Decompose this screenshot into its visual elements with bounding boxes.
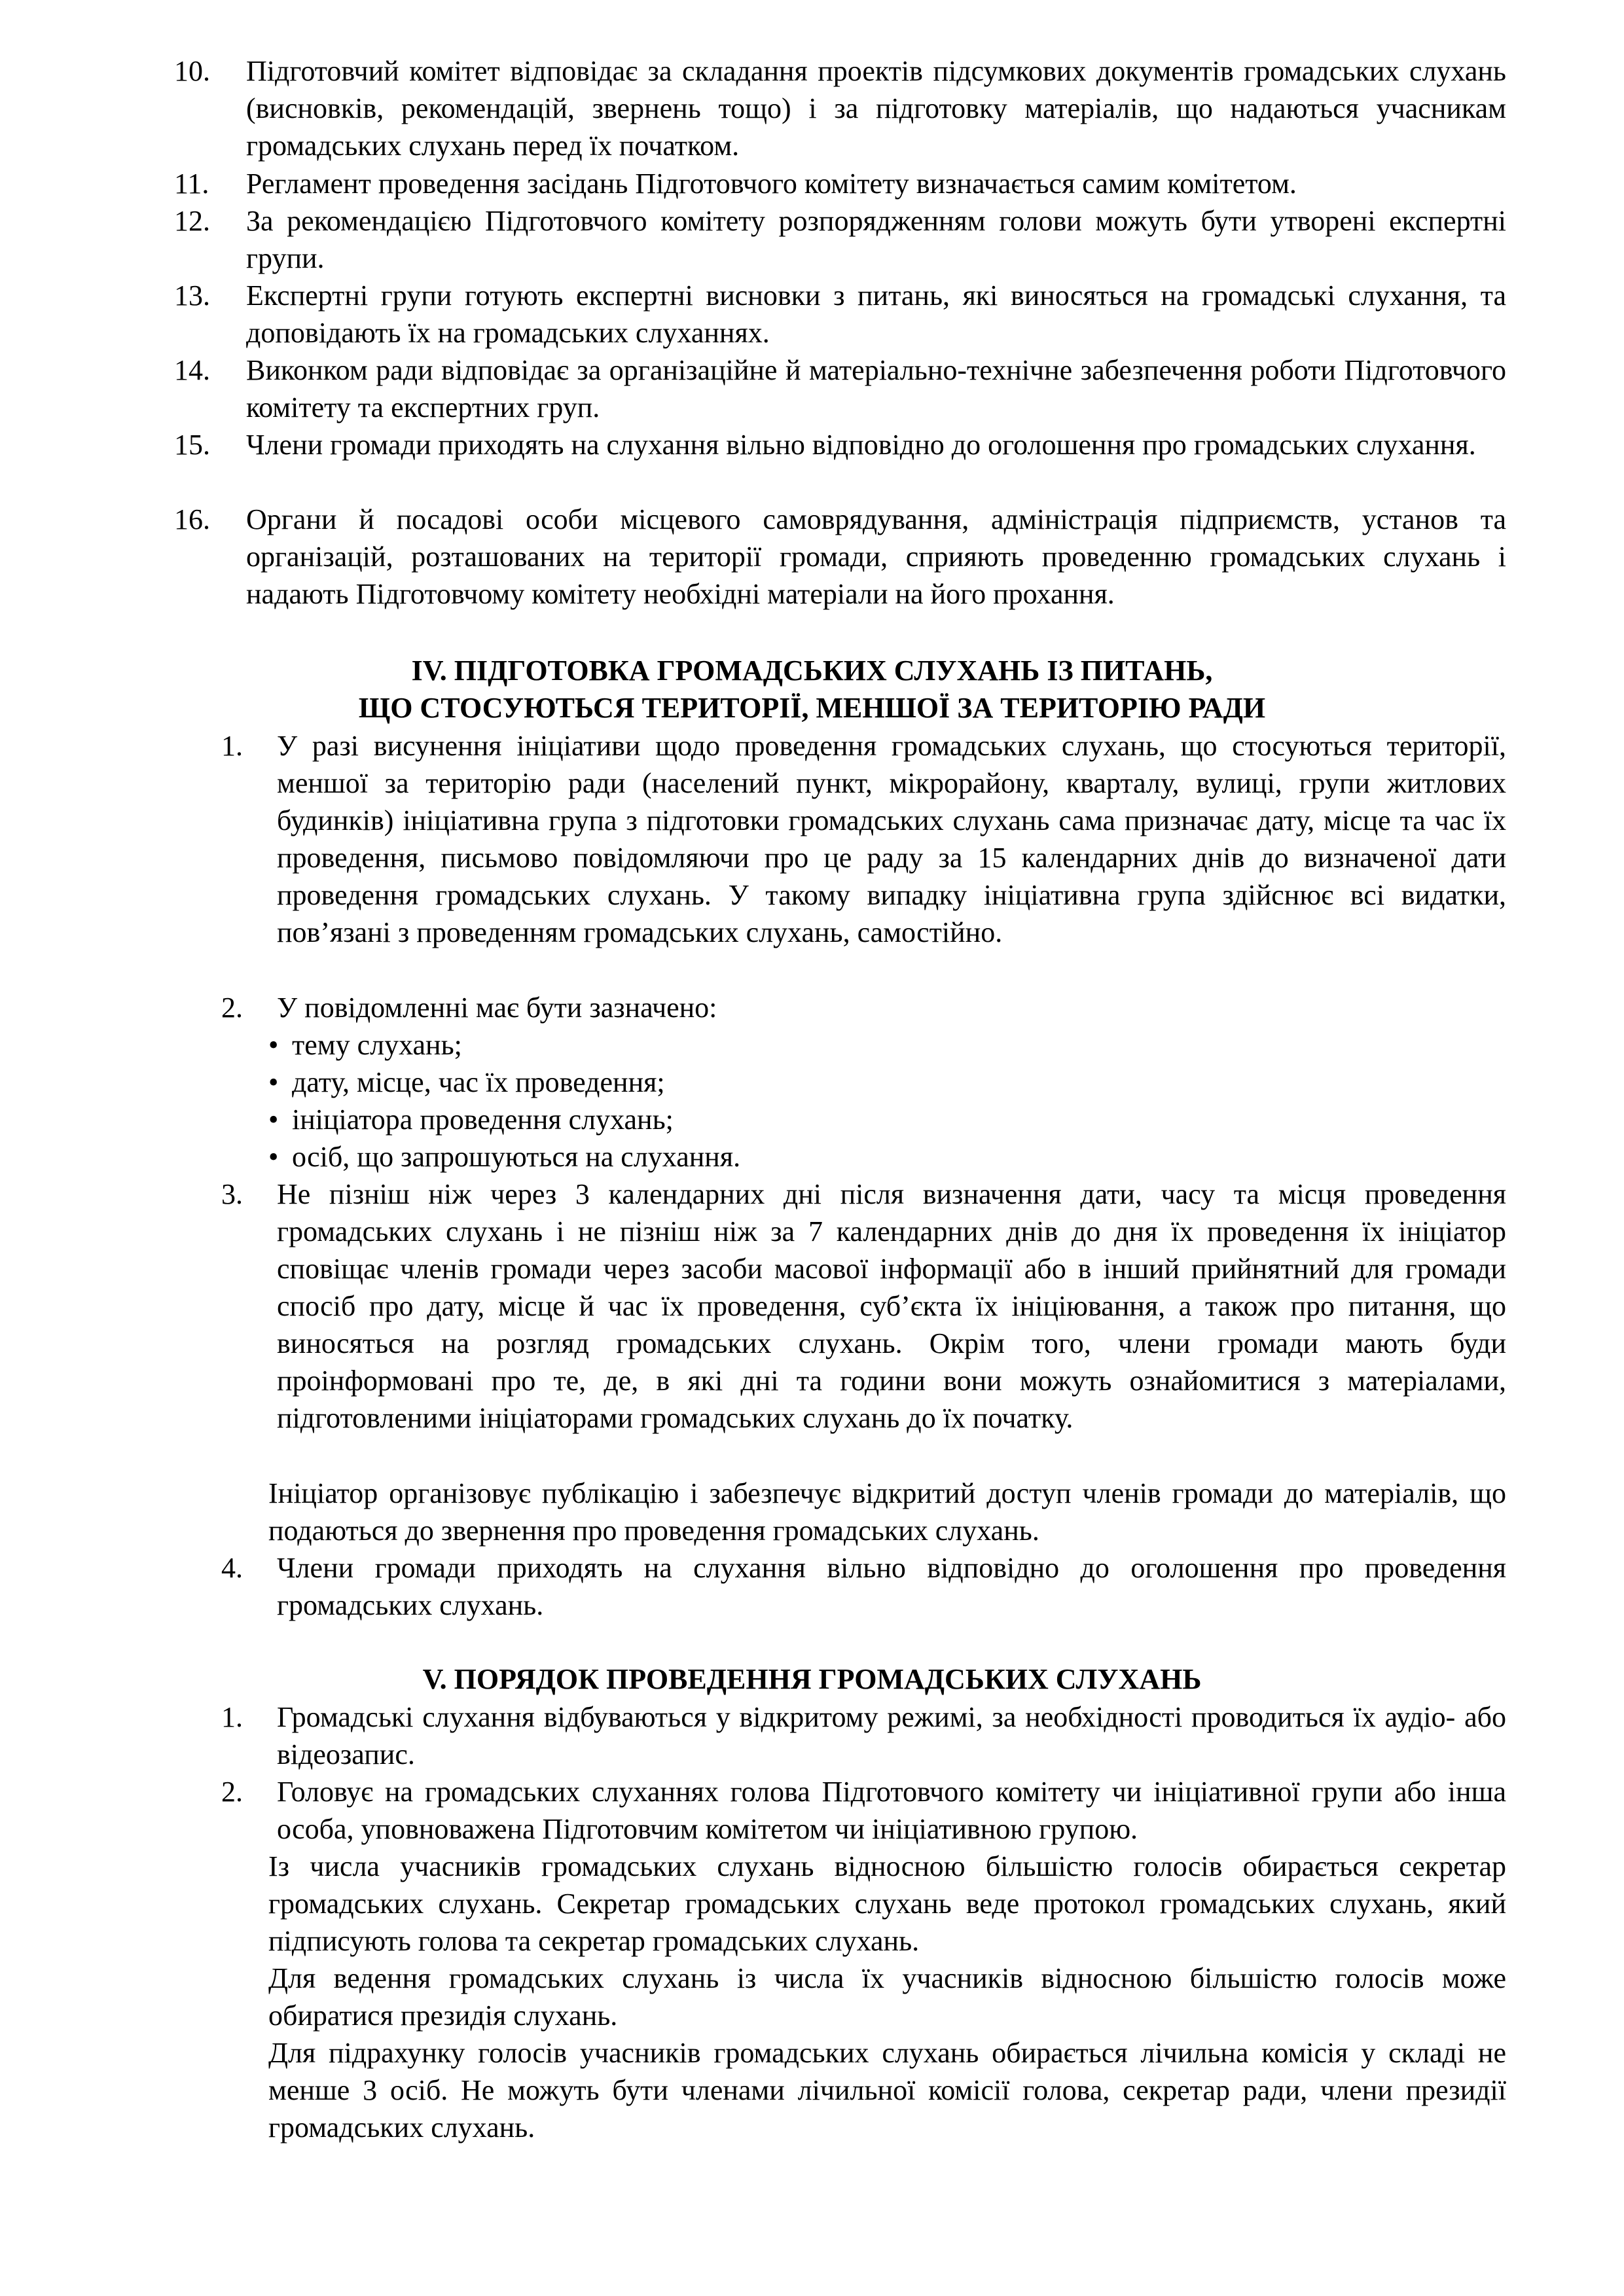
item-number: 13.: [174, 279, 210, 312]
item-number: 1.: [221, 730, 243, 762]
list-item-text: Члени громади приходять на слухання вільно відповідно до оголошення про проведення громадських слухань.: [277, 1552, 1506, 1621]
section-heading: V. ПОРЯДОК ПРОВЕДЕННЯ ГРОМАДСЬКИХ СЛУХАНЬ: [422, 1663, 1202, 1695]
bullet-text: тему слухань;: [292, 1029, 462, 1061]
list-item-text: У повідомленні має бути зазначено:: [277, 992, 717, 1024]
bullet-text: ініціатора проведення слухань;: [292, 1103, 674, 1136]
section-heading: ЩО СТОСУЮТЬСЯ ТЕРИТОРІЇ, МЕНШОЇ ЗА ТЕРИТОРІЮ РАДИ: [358, 692, 1266, 724]
list-item-text: Експертні групи готують експертні висновки з питань, які виносяться на громадські слухання, та доповідають їх на громадських слуханнях.: [246, 279, 1506, 349]
paragraph: Ініціатор організовує публікацію і забезпечує відкритий доступ членів громади до матеріалів, що подаються до звернення про проведення громадських слухань.: [268, 1477, 1506, 1547]
item-number: 1.: [221, 1701, 243, 1733]
list-item-text: Регламент проведення засідань Підготовчого комітету визначається самим комітетом.: [246, 168, 1297, 200]
bullet-text: осіб, що запрошуються на слухання.: [292, 1141, 741, 1173]
list-item-text: Члени громади приходять на слухання вільно відповідно до оголошення про громадських слухання.: [246, 429, 1476, 461]
list-item-text: Громадські слухання відбуваються у відкритому режимі, за необхідності проводиться їх аудіо- або відеозапис.: [277, 1701, 1506, 1770]
item-number: 2.: [221, 992, 243, 1024]
item-number: 2.: [221, 1776, 243, 1808]
paragraph: Для підрахунку голосів учасників громадських слухань обирається лічильна комісія у складі не менше 3 осіб. Не можуть бути членами лічильної комісії голова, секретар ради, члени президії громадських слухань.: [268, 2037, 1506, 2144]
item-number: 16.: [174, 503, 210, 535]
item-number: 3.: [221, 1178, 243, 1210]
item-number: 14.: [174, 354, 210, 386]
paragraph: Для ведення громадських слухань із числа їх учасників відносною більшістю голосів може обиратися президія слухань.: [268, 1962, 1506, 2032]
list-item-text: Підготовчий комітет відповідає за складання проектів підсумкових документів громадських слухань (висновків, рекомендацій, звернень тощо) і за підготовку матеріалів, що надаються учасникам громадських слухань перед їх початком.: [246, 55, 1506, 162]
item-number: 11.: [174, 168, 209, 200]
bullet-icon: •: [268, 1141, 279, 1173]
item-number: 10.: [174, 55, 210, 87]
list-item-text: Головує на громадських слуханнях голова Підготовчого комітету чи ініціативної групи або інша особа, уповноважена Підготовчим комітетом чи ініціативною групою.: [277, 1776, 1506, 1845]
section-heading: IV. ПІДГОТОВКА ГРОМАДСЬКИХ СЛУХАНЬ ІЗ ПИТАНЬ,: [411, 655, 1213, 687]
item-number: 12.: [174, 205, 210, 237]
item-number: 4.: [221, 1552, 243, 1584]
item-number: 15.: [174, 429, 210, 461]
list-item-text: Виконком ради відповідає за організаційне й матеріально-технічне забезпечення роботи Підготовчого комітету та експертних груп.: [246, 354, 1506, 423]
list-item-text: У разі висунення ініціативи щодо проведення громадських слухань, що стосуються території, меншої за територію ради (населений пункт, мікрорайону, кварталу, вулиці, групи житлових будинків) ініціативна група з підготовки громадських слухань сама призначає дату, місце та час їх проведення, письмово повідомляючи про це раду за 15 календарних днів до визначеної дати проведення громадських слухань. У такому випадку ініціативна група здійснює всі видатки, пов’язані з проведенням громадських слухань, самостійно.: [277, 730, 1506, 948]
bullet-text: дату, місце, час їх проведення;: [292, 1066, 665, 1098]
list-item-text: Органи й посадові особи місцевого самоврядування, адміністрація підприємств, установ та організацій, розташованих на території громади, сприяють проведенню громадських слухань і надають Підготовчому комітету необхідні матеріали на його прохання.: [246, 503, 1506, 610]
paragraph: Із числа учасників громадських слухань відносною більшістю голосів обирається секретар громадських слухань. Секретар громадських слухань веде протокол громадських слухань, який підписують голова та секретар громадських слухань.: [268, 1850, 1506, 1957]
list-item-text: Не пізніш ніж через 3 календарних дні після визначення дати, часу та місця проведення громадських слухань і не пізніш ніж за 7 календарних днів до дня їх проведення їх ініціатор сповіщає членів громади через засоби масової інформації або в інший прийнятний для громади спосіб про дату, місце й час їх проведення, суб’єкта їх ініціювання, а також про питання, що виносяться на розгляд громадських слухань. Окрім того, члени громади мають буди проінформовані про те, де, в які дні та години вони можуть ознайомитися з матеріалами, підготовленими ініціаторами громадських слухань до їх початку.: [277, 1178, 1506, 1434]
list-item-text: За рекомендацією Підготовчого комітету розпорядженням голови можуть бути утворені експертні групи.: [246, 205, 1506, 274]
bullet-icon: •: [268, 1066, 279, 1098]
bullet-icon: •: [268, 1103, 279, 1136]
bullet-icon: •: [268, 1029, 279, 1061]
